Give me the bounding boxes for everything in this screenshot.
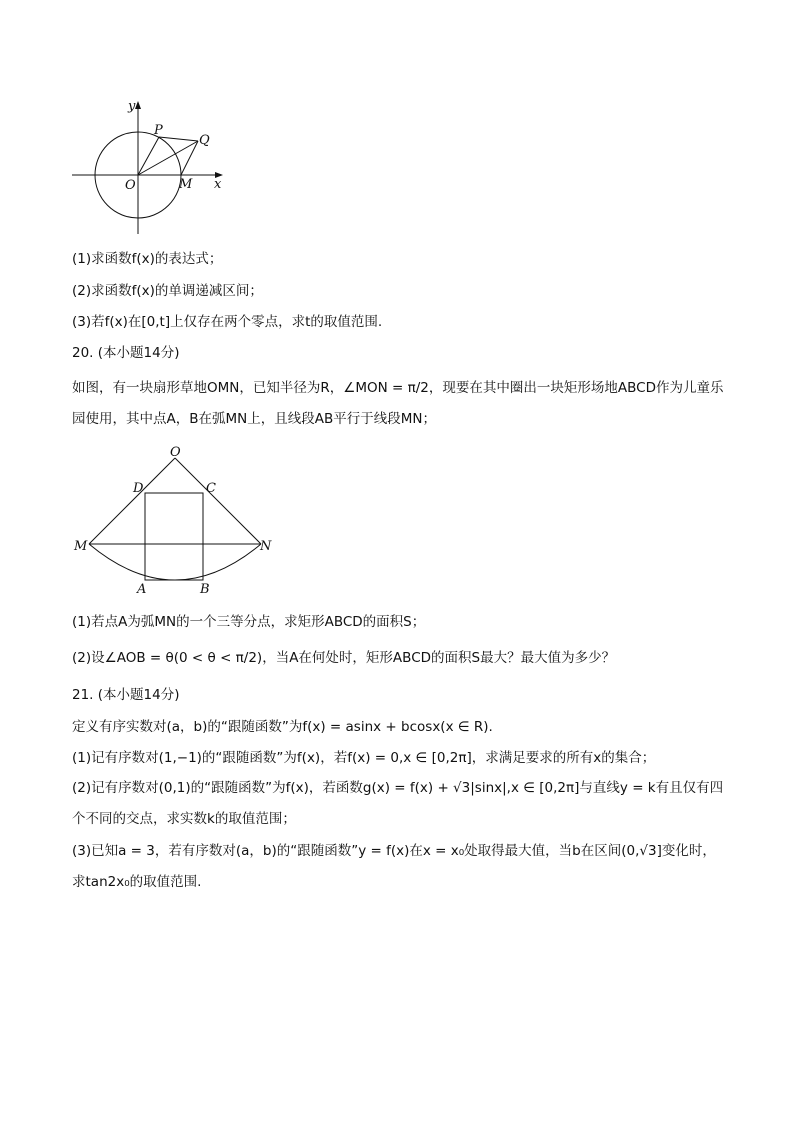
label-N: N [260,539,272,554]
rectangle-ABCD [145,493,203,580]
q21-part1: (1)记有序数对(1,−1)的“跟随函数”为f(x)，若f(x) = 0,x ∈ [0,2π]，求满足要求的所有x的集合； [72,750,656,766]
radius-ON [175,458,261,544]
q21-header: 21. (本小题14分) [72,687,180,703]
label-D: D [133,481,144,496]
label-y: y [128,99,136,114]
q20-part2: (2)设∠AOB = θ(0 < θ < π/2)，当A在何处时，矩形ABCD的面积S最大？最大值为多少？ [72,650,616,666]
q20-part1: (1)若点A为弧MN的一个三等分点，求矩形ABCD的面积S； [72,614,426,630]
label-M: M [179,177,193,192]
label-O2: O [170,445,181,460]
segment-PQ [159,137,198,141]
arc-MN [89,544,261,580]
q19-part3: (3)若f(x)在[0,t]上仅存在两个零点，求t的取值范围. [72,314,383,330]
unit-circle-figure [68,94,233,244]
label-C: C [206,481,216,496]
label-P: P [154,123,163,138]
q20-header: 20. (本小题14分) [72,345,180,361]
label-x: x [214,177,222,192]
y-axis-arrow [135,101,141,109]
label-A: A [137,582,147,597]
q19-part2: (2)求函数f(x)的单调递减区间； [72,283,263,299]
q19-part1: (1)求函数f(x)的表达式； [72,251,223,267]
q20-stem: 如图，有一块扇形草地OMN，已知半径为R，∠MON = π/2，现要在其中圈出一块矩形场地ABCD作为儿童乐园使用，其中点A，B在弧MN上，且线段AB平行于线段MN； [72,380,724,427]
label-B: B [200,582,210,597]
label-O: O [125,178,136,193]
q21-part3: (3)已知a = 3，若有序数对(a，b)的“跟随函数”y = f(x)在x = x₀处取得最大值，当b在区间(0,√3]变化时，求tan2x₀的取值范围. [72,843,716,890]
radius-OM [89,458,175,544]
sector-figure [70,444,280,600]
q21-part2: (2)记有序数对(0,1)的“跟随函数”为f(x)，若函数g(x) = f(x) + √3|sinx|,x ∈ [0,2π]与直线y = k有且仅有四个不同的交点，求实数k的取值范围； [72,780,724,827]
label-Q: Q [199,133,210,148]
q21-stem: 定义有序实数对(a，b)的“跟随函数”为f(x) = asinx + bcosx(x ∈ R). [72,719,493,735]
label-M2: M [74,539,88,554]
